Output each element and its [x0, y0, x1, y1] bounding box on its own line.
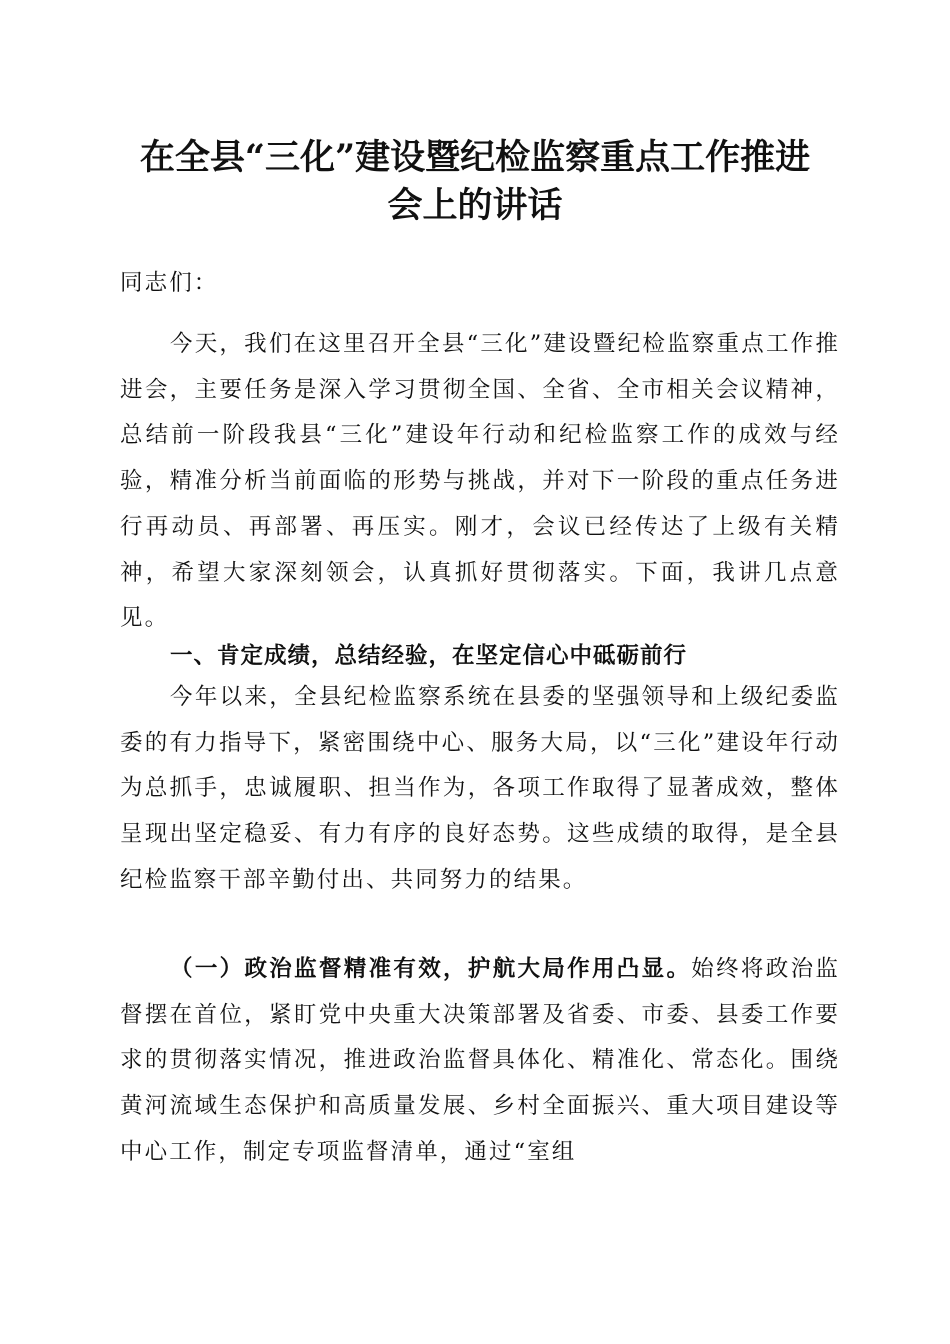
opening-paragraph: 今天，我们在这里召开全县“三化”建设暨纪检监察重点工作推进会，主要任务是深入学习贯彻全国、全省、全市相关会议精神，总结前一阶段我县“三化”建设年行动和纪检监察工作的成效与经验，精准分析当前面临的形势与挑战，并对下一阶段的重点任务进行再动员、再部署、再压实。刚才，会议已经传达了上级有关精神，希望大家深刻领会，认真抓好贯彻落实。下面，我讲几点意见。: [120, 331, 840, 632]
achievements-paragraph: 今年以来，全县纪检监察系统在县委的坚强领导和上级纪委监委的有力指导下，紧密围绕中心、服务大局，以“三化”建设年行动为总抓手，忠诚履职、担当作为，各项工作取得了显著成效，整体呈现出坚定稳妥、有力有序的良好态势。这些成绩的取得，是全县纪检监察干部辛勤付出、共同努力的结果。: [120, 684, 840, 893]
political-supervision-paragraph: [120, 947, 840, 1176]
section-heading-1: 一、肯定成绩，总结经验，在坚定信心中砥砺前行: [170, 643, 688, 669]
political-supervision-text: 始终将政治监督摆在首位，紧盯党中央重大决策部署及省委、市委、县委工作要求的贯彻落实情况，推进政治监督具体化、精准化、常态化。围绕黄河流域生态保护和高质量发展、乡村全面振兴、重大项目建设等中心工作，制定专项监督清单，通过“室组: [120, 956, 840, 1165]
salutation: 同志们：: [120, 270, 219, 296]
document-title-line-1: 在全县“三化”建设暨纪检监察重点工作推进: [139, 137, 811, 178]
document-title-line-2: 会上的讲话: [387, 185, 563, 226]
sub-heading-1: （一）政治监督精准有效，护航大局作用凸显。: [170, 956, 692, 982]
